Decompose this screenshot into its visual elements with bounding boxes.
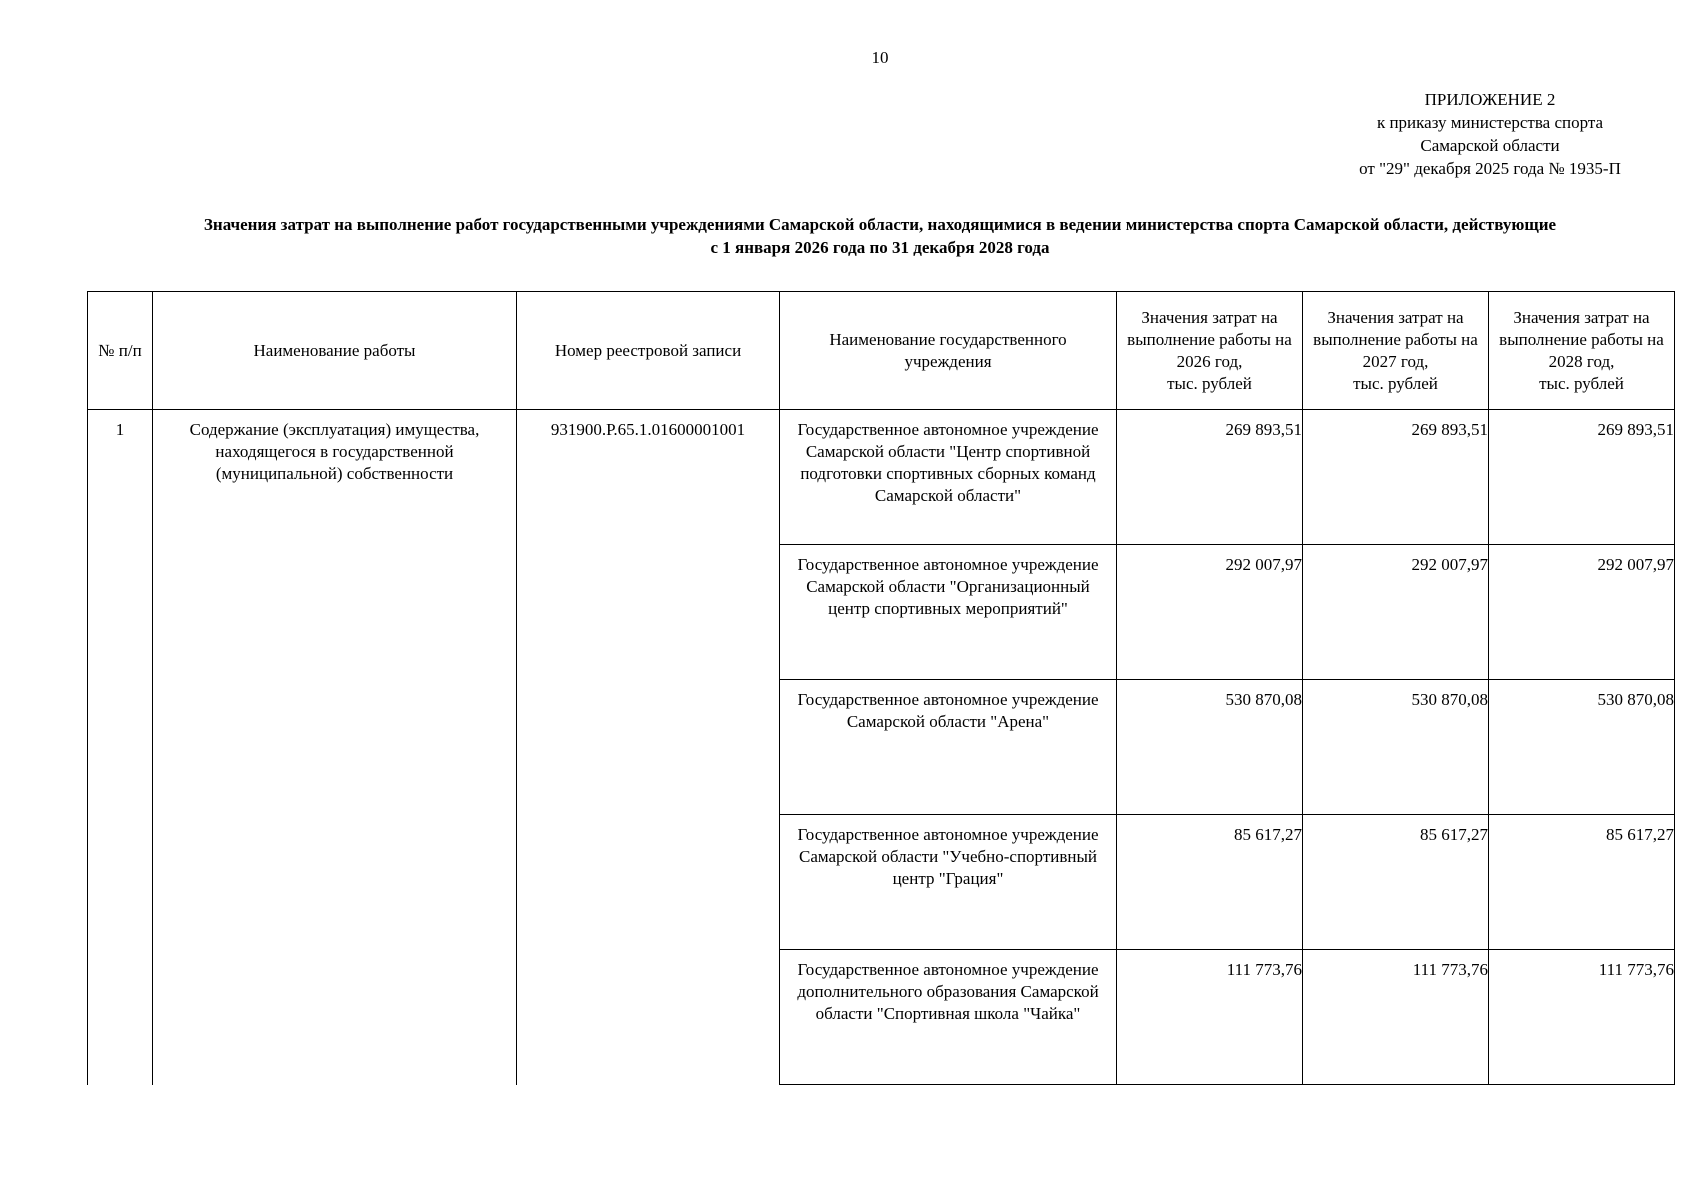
institution-name: Государственное автономное учреждение Самарской области "Арена"	[780, 680, 1117, 815]
table-header-row	[88, 292, 1675, 410]
cost-2027: 292 007,97	[1303, 545, 1489, 680]
appendix-order-ref: к приказу министерства спорта	[1376, 113, 1604, 132]
document-title	[100, 213, 1660, 259]
registry-number: 931900.Р.65.1.01600001001	[517, 410, 780, 1085]
institution-name: Государственное автономное учреждение Самарской области "Организационный центр спортивных мероприятий"	[780, 545, 1117, 680]
institution-name: Государственное автономное учреждение Самарской области "Учебно-спортивный центр "Грация"	[780, 815, 1117, 950]
cost-2026: 530 870,08	[1117, 680, 1303, 815]
institution-name: Государственное автономное учреждение дополнительного образования Самарской области "Спортивная школа "Чайка"	[780, 950, 1117, 1085]
cost-2028: 85 617,27	[1489, 815, 1675, 950]
document-title-line-1: Значения затрат на выполнение работ государственными учреждениями Самарской области, находящимися в ведении министерства спорта Самарской области, действующие	[203, 215, 1557, 234]
header-cost-2028: Значения затрат на выполнение работы на 2028 год, тыс. рублей	[1489, 292, 1675, 410]
header-institution: Наименование государственного учреждения	[780, 292, 1117, 410]
page-number: 10	[871, 48, 889, 67]
cost-2026: 111 773,76	[1117, 950, 1303, 1085]
header-num: № п/п	[88, 292, 153, 410]
header-cost-2027: Значения затрат на выполнение работы на 2027 год, тыс. рублей	[1303, 292, 1489, 410]
cost-2027: 269 893,51	[1303, 410, 1489, 545]
appendix-region: Самарской области	[1420, 136, 1560, 155]
table-row	[88, 410, 1675, 545]
cost-2028: 111 773,76	[1489, 950, 1675, 1085]
cost-2027: 85 617,27	[1303, 815, 1489, 950]
cost-2026: 292 007,97	[1117, 545, 1303, 680]
appendix-title: ПРИЛОЖЕНИЕ 2	[1424, 90, 1556, 109]
costs-table	[87, 291, 1675, 1085]
appendix-block	[1290, 88, 1690, 180]
institution-name: Государственное автономное учреждение Самарской области "Центр спортивной подготовки спортивных сборных команд Самарской области"	[780, 410, 1117, 545]
header-cost-2026: Значения затрат на выполнение работы на 2026 год, тыс. рублей	[1117, 292, 1303, 410]
work-name: Содержание (эксплуатация) имущества, находящегося в государственной (муниципальной) собственности	[153, 410, 517, 1085]
cost-2027: 530 870,08	[1303, 680, 1489, 815]
header-registry-number: Номер реестровой записи	[517, 292, 780, 410]
cost-2027: 111 773,76	[1303, 950, 1489, 1085]
header-work-name: Наименование работы	[153, 292, 517, 410]
cost-2026: 269 893,51	[1117, 410, 1303, 545]
document-title-line-2: с 1 января 2026 года по 31 декабря 2028 года	[710, 238, 1050, 257]
cost-2028: 269 893,51	[1489, 410, 1675, 545]
cost-2026: 85 617,27	[1117, 815, 1303, 950]
cost-2028: 292 007,97	[1489, 545, 1675, 680]
cost-2028: 530 870,08	[1489, 680, 1675, 815]
appendix-order-date: от "29" декабря 2025 года № 1935-П	[1359, 159, 1621, 178]
row-number: 1	[88, 410, 153, 1085]
